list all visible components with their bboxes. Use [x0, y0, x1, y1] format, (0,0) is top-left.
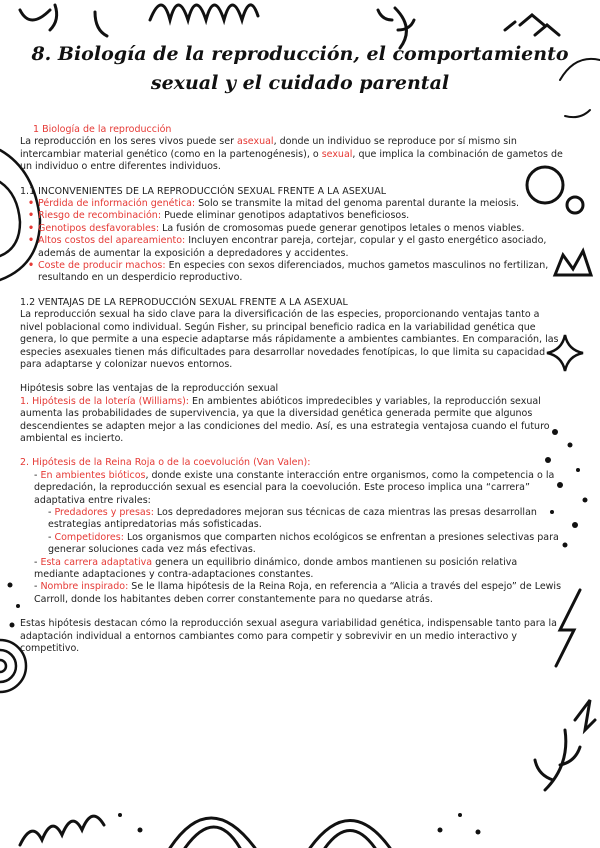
page-title: 8. Biología de la reproducción, el comportamiento sexual y el cuidado parental: [31, 43, 569, 94]
section-hypotheses: [20, 383, 563, 445]
hypothesis-point: - Predadores y presas: Los depredadores mejoran sus técnicas de caza mientras las presas desarrollan estrategias antipredatorias más sofisticadas.: [48, 506, 537, 531]
list-item: • Altos costos del apareamiento: Incluyen encontrar pareja, cortejar, copular y el gasto energético asociado, además de aumentar la exposición a depredadores y accidentes.: [38, 235, 563, 260]
top-right-chevrons-doodle: [505, 15, 559, 35]
top-loops-doodle: [150, 5, 258, 20]
list-item: • Coste de producir machos: En especies con sexos diferenciados, muchos gametos masculinos no fertilizan, resultando en un desperdicio reproductivo.: [38, 260, 563, 285]
hypothesis-red-queen-title: 2. Hipótesis de la Reina Roja o de la coevolución (Van Valen):: [20, 457, 311, 469]
section-disadvantages: [20, 186, 563, 285]
section-heading: 1.1 INCONVENIENTES DE LA REPRODUCCIÓN SEXUAL FRENTE A LA ASEXUAL: [20, 185, 386, 197]
hypothesis-point: - Esta carrera adaptativa genera un equilibrio dinámico, donde ambos mantienen su posición relativa mediante adaptaciones y contra-adaptaciones constantes.: [34, 556, 518, 580]
right-zigzag-doodle: [575, 700, 595, 730]
bottom-zigzag-doodle: [20, 816, 104, 845]
leaf-bottom-doodle: [535, 730, 580, 790]
paragraph: La reproducción en los seres vivos puede ser asexual, donde un individuo se reproduce por sí mismo sin intercambiar material genético (como en la partenogénesis), o sexual, que implica la combinación de gametos de un individuo o entre diferentes individuos.: [20, 136, 563, 173]
section-heading: Hipótesis sobre las ventajas de la reproducción sexual: [20, 383, 279, 395]
bottom-arcs-doodle: [170, 818, 390, 848]
hypothesis-point: - En ambientes bióticos, donde existe una constante interacción entre organismos, como la competencia o la depredación, la reproducción sexual es esencial para la coevolución. Este proceso implica una “carrera” adaptativa entre rivales:: [34, 469, 555, 506]
document-body: [20, 124, 563, 655]
top-left-hooks-doodle: [20, 5, 107, 36]
list-item: • Genotipos desfavorables: La fusión de cromosomas puede generar genotipos letales o menos viables.: [38, 223, 563, 235]
disadvantages-list: [20, 198, 563, 285]
section-heading: 1.2 VENTAJAS DE LA REPRODUCCIÓN SEXUAL FRENTE A LA ASEXUAL: [20, 296, 348, 308]
hypothesis-lottery: 1. Hipótesis de la lotería (Williams): En ambientes abióticos impredecibles y variables, la reproducción sexual aumenta las probabilidades de supervivencia, ya que la diversidad genética generada permite que algunos descendientes se adapten mejor a las condiciones del medio. Así, es una estrategia ventajosa cuando el futuro ambiental es incierto.: [20, 395, 550, 444]
term-sexual: sexual: [321, 148, 353, 160]
section-red-queen: [20, 457, 563, 606]
list-item: • Pérdida de información genética: Solo se transmite la mitad del genoma parental durante la meiosis.: [38, 198, 563, 210]
paragraph: La reproducción sexual ha sido clave para la diversificación de las especies, proporcionando ventajas tanto a nivel poblacional como individual. Según Fisher, su principal beneficio radica en la variabilidad genética que genera, lo que permite a una especie adaptarse más rápidamente a ambientes cambiantes. En comparación, las especies asexuales tienen más dificultades para desarrollar novedades fenotípicas, lo que limita su capacidad para adaptarse y colonizar nuevos entornos.: [20, 309, 559, 370]
hypothesis-point: - Competidores: Los organismos que comparten nichos ecológicos se enfrentan a presiones selectivas para generar soluciones cada vez más efectivas.: [48, 531, 559, 556]
list-item: • Riesgo de recombinación: Puede eliminar genotipos adaptativos beneficiosos.: [38, 210, 563, 222]
hypothesis-point: - Nombre inspirado: Se le llama hipótesis de la Reina Roja, en referencia a “Alicia a través del espejo” de Lewis Carroll, donde los habitantes deben correr constantemente para no quedarse atrás.: [34, 581, 562, 605]
section-heading: 1 Biología de la reproducción: [33, 124, 172, 135]
section-reproduction-biology: [20, 124, 563, 174]
term-asexual: asexual: [237, 136, 274, 148]
conclusion-paragraph: Estas hipótesis destacan cómo la reproducción sexual asegura variabilidad genética, indispensable tanto para la adaptación individual a entornos cambiantes como para competir y sobrevivir en un medio interactivo y competitivo.: [20, 618, 557, 655]
section-advantages: [20, 297, 563, 371]
